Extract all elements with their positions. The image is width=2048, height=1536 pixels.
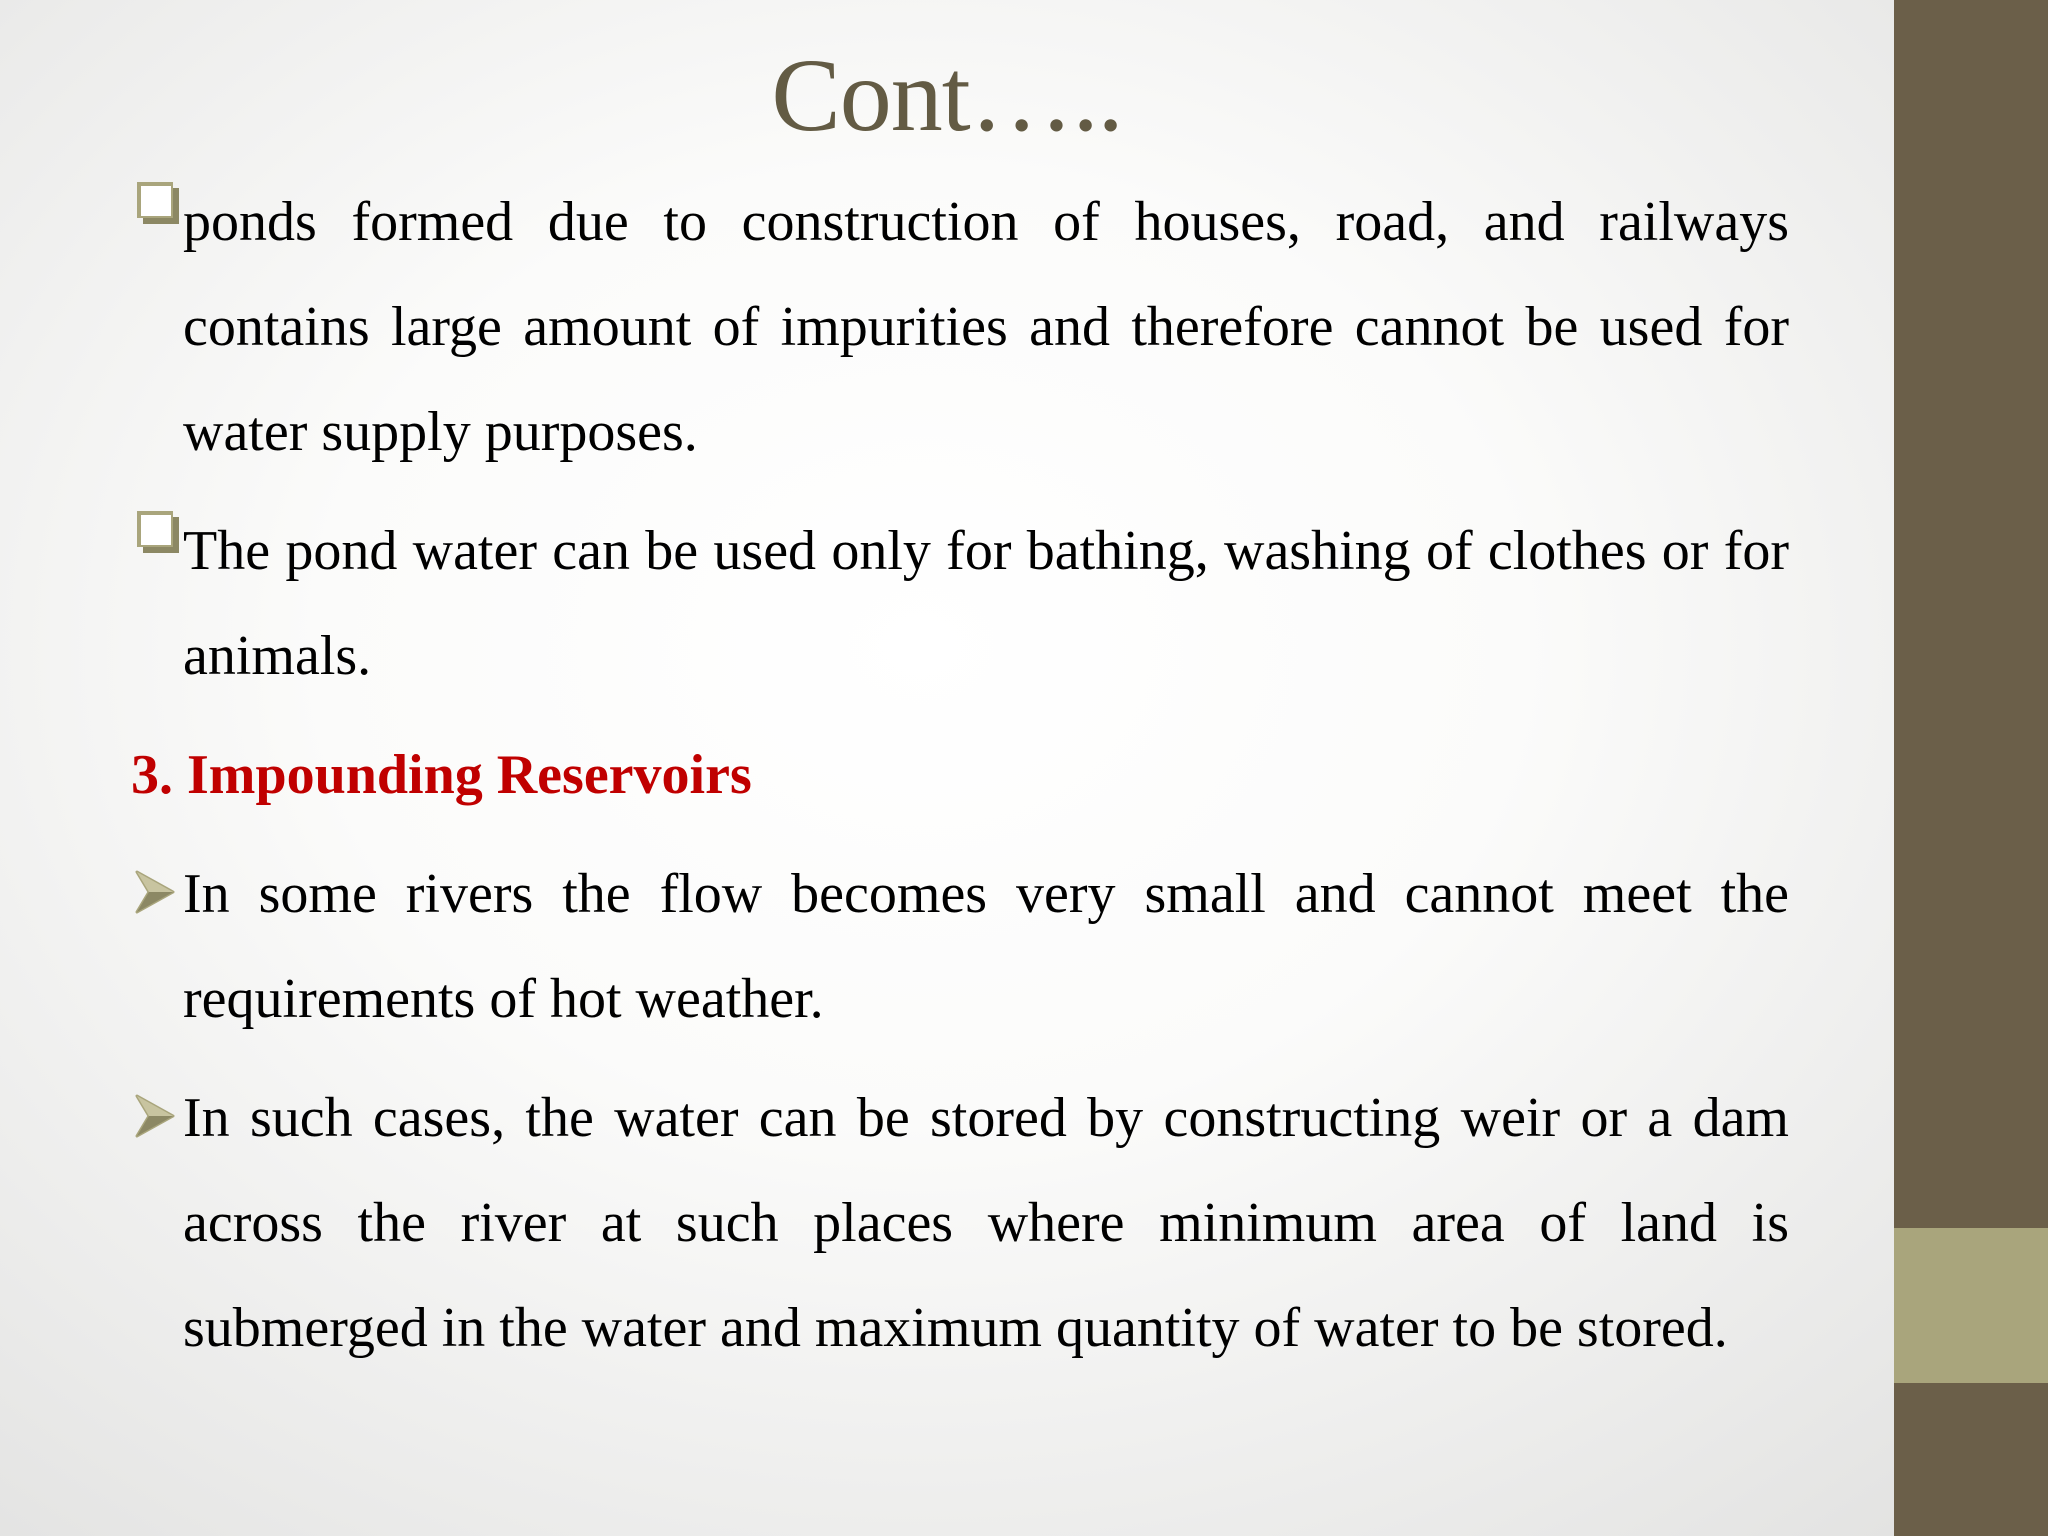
hollow-square-bullet-icon: [131, 499, 179, 604]
list-item: [131, 842, 1789, 1052]
sidebar-accent-decoration: [1894, 1228, 2048, 1383]
bullet-text: In such cases, the water can be stored by constructing weir or a dam across the river at such places where minimum area of land is submerged in the water and maximum quantity of water to be stored.: [183, 1087, 1789, 1359]
list-item: [131, 1066, 1789, 1381]
hollow-square-bullet-icon: [131, 170, 179, 275]
bullet-text: ponds formed due to construction of houses, road, and railways contains large amount of impurities and therefore cannot be used for water supply purposes.: [183, 191, 1789, 463]
list-item: [131, 499, 1789, 709]
arrow-bullet-icon: [131, 842, 179, 947]
section-heading: 3. Impounding Reservoirs: [131, 744, 752, 806]
bullet-text: In some rivers the flow becomes very small and cannot meet the requirements of hot weather.: [183, 863, 1789, 1030]
arrow-bullet-icon: [131, 1066, 179, 1171]
list-item: [131, 170, 1789, 485]
slide-title: Cont…..: [771, 38, 1123, 153]
bullet-text: The pond water can be used only for bathing, washing of clothes or for animals.: [183, 520, 1789, 687]
slide-content: [131, 170, 1789, 1395]
